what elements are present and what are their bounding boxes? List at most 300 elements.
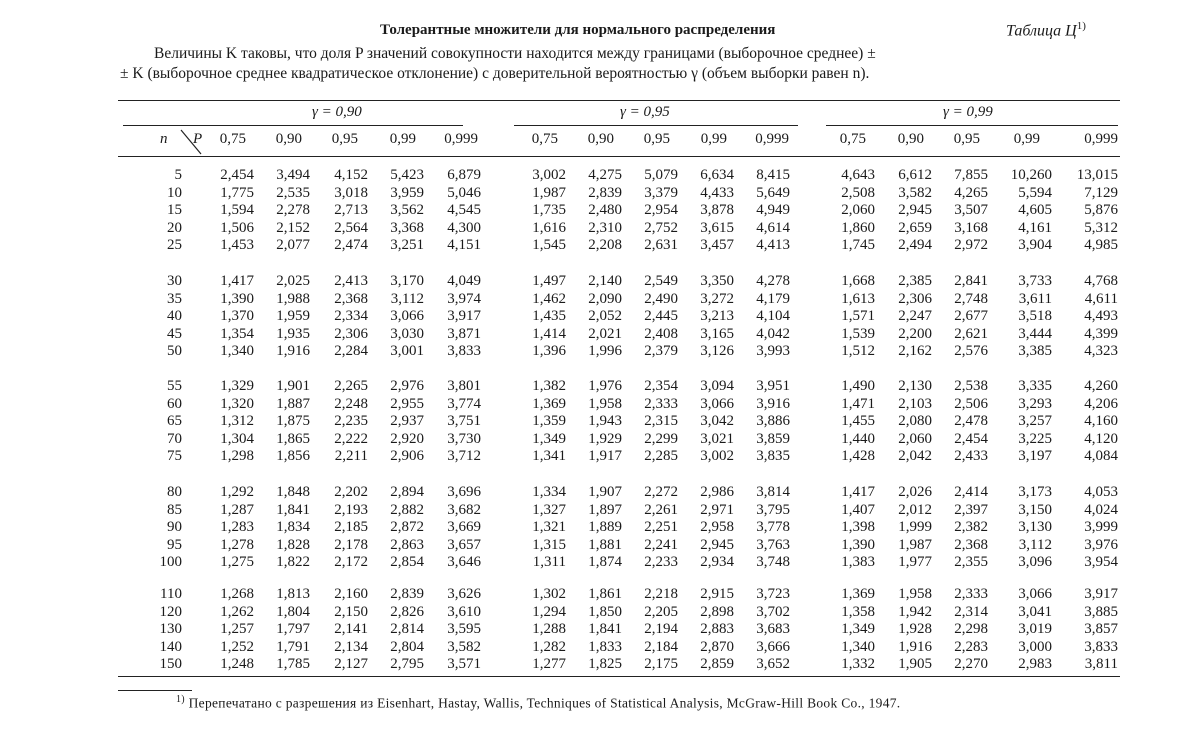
- table-cell: 3,917: [447, 308, 481, 325]
- table-cell: 2,178: [334, 536, 368, 553]
- table-cell: 1,889: [588, 519, 622, 536]
- table-cell: 1,865: [276, 430, 310, 447]
- table-cell: 5,312: [1084, 219, 1118, 236]
- table-cell: 2,241: [644, 536, 678, 553]
- table-cell: 1,797: [276, 621, 310, 638]
- row-n-40: 40: [167, 308, 182, 325]
- table-cell: 4,151: [447, 237, 481, 254]
- table-cell: 2,955: [390, 395, 424, 412]
- table-cell: 7,855: [954, 167, 988, 183]
- table-cell: 3,859: [756, 430, 790, 447]
- p-value-header-10: 0,999: [755, 131, 789, 147]
- page-title: Толерантные множители для нормального распределения: [380, 22, 776, 38]
- table-cell: 2,621: [954, 325, 988, 342]
- table-cell: 4,323: [1084, 343, 1118, 360]
- table-cell: 1,512: [841, 343, 875, 360]
- table-cell: 4,161: [1018, 219, 1052, 236]
- table-cell: 5,423: [390, 167, 424, 183]
- table-cell: 7,129: [1084, 184, 1118, 201]
- table-cell: 1,349: [532, 430, 566, 447]
- table-cell: 5,046: [447, 184, 481, 201]
- n-header: n: [160, 131, 168, 147]
- table-cell: 2,748: [954, 290, 988, 307]
- table-cell: 4,104: [756, 308, 790, 325]
- table-cell: 3,368: [390, 219, 424, 236]
- table-cell: 1,928: [898, 621, 932, 638]
- table-cell: 2,408: [644, 325, 678, 342]
- table-cell: 1,775: [220, 184, 254, 201]
- p-header: P: [193, 131, 203, 147]
- table-cell: 3,272: [700, 290, 734, 307]
- table-cell: 3,835: [756, 448, 790, 465]
- table-cell: 1,745: [841, 237, 875, 254]
- table-cell: 1,905: [898, 656, 932, 673]
- table-cell: 2,354: [644, 378, 678, 394]
- table-cell: 1,613: [841, 290, 875, 307]
- table-cell: 3,066: [700, 395, 734, 412]
- table-cell: 1,571: [841, 308, 875, 325]
- table-cell: 2,333: [954, 586, 988, 602]
- row-n-55: 55: [167, 378, 182, 394]
- table-cell: 2,235: [334, 413, 368, 430]
- table-cell: 2,202: [334, 484, 368, 500]
- table-cell: 2,160: [334, 586, 368, 602]
- table-cell: 3,168: [954, 219, 988, 236]
- table-cell: 1,977: [898, 554, 932, 571]
- table-cell: 2,265: [334, 378, 368, 394]
- table-cell: 1,958: [898, 586, 932, 602]
- table-cell: 1,785: [276, 656, 310, 673]
- table-cell: 10,260: [1010, 167, 1052, 183]
- table-cell: 3,682: [447, 501, 481, 518]
- table-cell: 1,545: [532, 237, 566, 254]
- table-cell: 3,974: [447, 290, 481, 307]
- table-cell: 3,582: [898, 184, 932, 201]
- p-value-header-6: 0,75: [531, 131, 558, 147]
- table-cell: 2,060: [898, 430, 932, 447]
- table-footnote-mark: 1): [1076, 20, 1086, 32]
- table-cell: 6,879: [447, 167, 481, 183]
- table-cell: 4,493: [1084, 308, 1118, 325]
- table-cell: 2,549: [644, 273, 678, 289]
- table-cell: 1,428: [841, 448, 875, 465]
- table-cell: 2,506: [954, 395, 988, 412]
- table-cell: 1,907: [588, 484, 622, 500]
- table-cell: 4,605: [1018, 202, 1052, 219]
- table-cell: 2,306: [334, 325, 368, 342]
- table-cell: 3,170: [390, 273, 424, 289]
- table-cell: 1,841: [276, 501, 310, 518]
- table-cell: 1,320: [220, 395, 254, 412]
- table-cell: 2,021: [588, 325, 622, 342]
- table-cell: 2,278: [276, 202, 310, 219]
- gamma-header-1: γ = 0,90: [312, 104, 362, 120]
- table-cell: 3,730: [447, 430, 481, 447]
- table-cell: 1,506: [220, 219, 254, 236]
- table-cell: 3,723: [756, 586, 790, 602]
- table-cell: 3,652: [756, 656, 790, 673]
- table-cell: 1,735: [532, 202, 566, 219]
- p-value-header-14: 0,99: [1013, 131, 1040, 147]
- table-cell: 1,881: [588, 536, 622, 553]
- table-cell: 3,763: [756, 536, 790, 553]
- table-cell: 4,399: [1084, 325, 1118, 342]
- row-n-110: 110: [160, 586, 182, 602]
- table-cell: 2,385: [898, 273, 932, 289]
- table-cell: 2,090: [588, 290, 622, 307]
- table-cell: 2,127: [334, 656, 368, 673]
- table-cell: 3,150: [1018, 501, 1052, 518]
- table-cell: 3,257: [1018, 413, 1052, 430]
- table-cell: 1,359: [532, 413, 566, 430]
- table-cell: 1,916: [276, 343, 310, 360]
- table-cell: 1,268: [220, 586, 254, 602]
- table-cell: 1,490: [841, 378, 875, 394]
- table-cell: 2,894: [390, 484, 424, 500]
- table-cell: 1,383: [841, 554, 875, 571]
- table-cell: 2,382: [954, 519, 988, 536]
- table-cell: 2,334: [334, 308, 368, 325]
- table-cell: 2,480: [588, 202, 622, 219]
- table-cell: 2,368: [334, 290, 368, 307]
- table-cell: 4,179: [756, 290, 790, 307]
- table-cell: 3,562: [390, 202, 424, 219]
- table-cell: 1,312: [220, 413, 254, 430]
- table-cell: 3,379: [644, 184, 678, 201]
- table-cell: 4,152: [334, 167, 368, 183]
- p-value-header-11: 0,75: [839, 131, 866, 147]
- table-cell: 1,302: [532, 586, 566, 602]
- table-cell: 1,539: [841, 325, 875, 342]
- table-cell: 1,292: [220, 484, 254, 500]
- table-cell: 2,958: [700, 519, 734, 536]
- table-cell: 2,945: [700, 536, 734, 553]
- table-cell: 4,985: [1084, 237, 1118, 254]
- p-value-header-3: 0,95: [331, 131, 358, 147]
- table-cell: 1,455: [841, 413, 875, 430]
- table-cell: 1,875: [276, 413, 310, 430]
- table-cell: 1,390: [841, 536, 875, 553]
- table-cell: 3,626: [447, 586, 481, 602]
- footnote-text: Перепечатано с разрешения из Eisenhart, Hastay, Wallis, Techniques of Statistical Analysis, McGraw-Hill Book Co., 1947.: [188, 695, 901, 711]
- table-cell: 2,898: [700, 603, 734, 620]
- table-cell: 1,396: [532, 343, 566, 360]
- row-n-15: 15: [167, 202, 182, 219]
- table-cell: 1,834: [276, 519, 310, 536]
- table-cell: 4,278: [756, 273, 790, 289]
- table-cell: 3,094: [700, 378, 734, 394]
- row-n-25: 25: [167, 237, 182, 254]
- table-cell: 1,958: [588, 395, 622, 412]
- table-cell: 3,595: [447, 621, 481, 638]
- table-cell: 4,024: [1084, 501, 1118, 518]
- table-cell: 2,140: [588, 273, 622, 289]
- table-cell: 3,293: [1018, 395, 1052, 412]
- table-cell: 2,414: [954, 484, 988, 500]
- table-cell: 2,299: [644, 430, 678, 447]
- table-cell: 3,251: [390, 237, 424, 254]
- table-cell: 3,795: [756, 501, 790, 518]
- table-cell: 3,811: [1084, 656, 1118, 673]
- table-cell: 4,084: [1084, 448, 1118, 465]
- table-cell: 2,490: [644, 290, 678, 307]
- table-cell: 3,814: [756, 484, 790, 500]
- p-value-header-2: 0,90: [275, 131, 302, 147]
- table-cell: 1,848: [276, 484, 310, 500]
- description-line-2: ± K (выборочное среднее квадратическое отклонение) с доверительной вероятностью γ (объем выборки равен n).: [120, 65, 870, 82]
- row-n-50: 50: [167, 343, 182, 360]
- table-cell: 1,414: [532, 325, 566, 342]
- table-cell: 2,052: [588, 308, 622, 325]
- table-cell: 2,184: [644, 638, 678, 655]
- table-cell: 1,874: [588, 554, 622, 571]
- table-cell: 3,871: [447, 325, 481, 342]
- table-cell: 2,826: [390, 603, 424, 620]
- table-cell: 3,657: [447, 536, 481, 553]
- table-cell: 2,333: [644, 395, 678, 412]
- table-cell: 1,959: [276, 308, 310, 325]
- table-cell: 3,733: [1018, 273, 1052, 289]
- table-cell: 2,152: [276, 219, 310, 236]
- table-cell: 3,748: [756, 554, 790, 571]
- table-cell: 4,042: [756, 325, 790, 342]
- table-cell: 1,321: [532, 519, 566, 536]
- table-cell: 1,813: [276, 586, 310, 602]
- table-cell: 1,929: [588, 430, 622, 447]
- table-cell: 1,341: [532, 448, 566, 465]
- table-cell: 2,906: [390, 448, 424, 465]
- table-cell: 1,987: [532, 184, 566, 201]
- table-cell: 1,417: [220, 273, 254, 289]
- table-cell: 2,185: [334, 519, 368, 536]
- table-cell: 2,508: [841, 184, 875, 201]
- table-cell: 2,284: [334, 343, 368, 360]
- table-cell: 1,283: [220, 519, 254, 536]
- table-cell: 2,841: [954, 273, 988, 289]
- table-cell: 2,920: [390, 430, 424, 447]
- row-n-75: 75: [167, 448, 182, 465]
- table-cell: 3,041: [1018, 603, 1052, 620]
- table-cell: 2,222: [334, 430, 368, 447]
- row-n-5: 5: [174, 167, 182, 183]
- table-bottom-rule: [118, 676, 1120, 677]
- table-cell: 4,300: [447, 219, 481, 236]
- table-cell: 1,278: [220, 536, 254, 553]
- table-cell: 3,712: [447, 448, 481, 465]
- row-n-70: 70: [167, 430, 182, 447]
- p-value-header-13: 0,95: [953, 131, 980, 147]
- table-cell: 3,885: [1084, 603, 1118, 620]
- table-cell: 1,943: [588, 413, 622, 430]
- row-n-150: 150: [159, 656, 182, 673]
- table-cell: 2,368: [954, 536, 988, 553]
- table-cell: 2,795: [390, 656, 424, 673]
- table-cell: 3,112: [390, 290, 424, 307]
- row-n-90: 90: [167, 519, 182, 536]
- table-cell: 2,251: [644, 519, 678, 536]
- table-cell: 3,683: [756, 621, 790, 638]
- table-cell: 3,615: [700, 219, 734, 236]
- table-cell: 1,897: [588, 501, 622, 518]
- description: [120, 44, 1110, 84]
- table-cell: 2,310: [588, 219, 622, 236]
- table-cell: 1,340: [220, 343, 254, 360]
- table-cell: 3,444: [1018, 325, 1052, 342]
- table-cell: 4,949: [756, 202, 790, 219]
- table-cell: 1,390: [220, 290, 254, 307]
- table-cell: 1,282: [532, 638, 566, 655]
- table-cell: 2,261: [644, 501, 678, 518]
- table-cell: 2,872: [390, 519, 424, 536]
- table-cell: 1,340: [841, 638, 875, 655]
- table-cell: 13,015: [1076, 167, 1118, 183]
- table-cell: 3,165: [700, 325, 734, 342]
- p-value-header-12: 0,90: [897, 131, 924, 147]
- table-cell: 3,042: [700, 413, 734, 430]
- table-cell: 2,194: [644, 621, 678, 638]
- table-cell: 4,614: [756, 219, 790, 236]
- table-cell: 2,025: [276, 273, 310, 289]
- row-n-140: 140: [159, 638, 182, 655]
- table-cell: 1,856: [276, 448, 310, 465]
- table-cell: 3,112: [1018, 536, 1052, 553]
- table-cell: 1,398: [841, 519, 875, 536]
- table-cell: 4,160: [1084, 413, 1118, 430]
- table-cell: 3,904: [1018, 237, 1052, 254]
- table-cell: 1,354: [220, 325, 254, 342]
- table-cell: 4,413: [756, 237, 790, 254]
- table-cell: 1,917: [588, 448, 622, 465]
- table-cell: 1,825: [588, 656, 622, 673]
- table-cell: 1,262: [220, 603, 254, 620]
- table-cell: 2,854: [390, 554, 424, 571]
- gamma-header-3: γ = 0,99: [943, 104, 993, 120]
- table-cell: 2,433: [954, 448, 988, 465]
- table-cell: 3,916: [756, 395, 790, 412]
- group-rule-1: [123, 125, 463, 126]
- table-cell: 2,882: [390, 501, 424, 518]
- table-cell: 1,668: [841, 273, 875, 289]
- table-cell: 2,564: [334, 219, 368, 236]
- p-value-header-15: 0,999: [1084, 131, 1118, 147]
- table-cell: 3,778: [756, 519, 790, 536]
- table-cell: 5,876: [1084, 202, 1118, 219]
- table-cell: 2,379: [644, 343, 678, 360]
- table-cell: 2,208: [588, 237, 622, 254]
- gamma-header-2: γ = 0,95: [620, 104, 670, 120]
- table-cell: 1,860: [841, 219, 875, 236]
- table-cell: 2,752: [644, 219, 678, 236]
- table-cell: 1,462: [532, 290, 566, 307]
- table-cell: 1,999: [898, 519, 932, 536]
- table-cell: 2,272: [644, 484, 678, 500]
- table-cell: 2,538: [954, 378, 988, 394]
- table-cell: 2,976: [390, 378, 424, 394]
- table-top-rule: [118, 100, 1120, 101]
- table-cell: 2,986: [700, 484, 734, 500]
- table-cell: 3,066: [390, 308, 424, 325]
- table-cell: 2,218: [644, 586, 678, 602]
- row-n-120: 120: [159, 603, 182, 620]
- table-cell: 2,983: [1018, 656, 1052, 673]
- table-cell: 2,863: [390, 536, 424, 553]
- table-cell: 3,001: [390, 343, 424, 360]
- table-cell: 2,445: [644, 308, 678, 325]
- table-cell: 3,959: [390, 184, 424, 201]
- table-cell: 2,042: [898, 448, 932, 465]
- table-cell: 1,358: [841, 603, 875, 620]
- table-cell: 2,270: [954, 656, 988, 673]
- p-value-header-5: 0,999: [444, 131, 478, 147]
- row-n-95: 95: [167, 536, 182, 553]
- table-cell: 3,610: [447, 603, 481, 620]
- table-cell: 1,828: [276, 536, 310, 553]
- table-cell: 1,369: [841, 586, 875, 602]
- table-cell: 1,332: [841, 656, 875, 673]
- table-cell: 2,883: [700, 621, 734, 638]
- table-cell: 1,996: [588, 343, 622, 360]
- table-cell: 2,026: [898, 484, 932, 500]
- table-cell: 3,702: [756, 603, 790, 620]
- table-cell: 2,285: [644, 448, 678, 465]
- table-cell: 3,951: [756, 378, 790, 394]
- table-cell: 1,822: [276, 554, 310, 571]
- table-cell: 2,298: [954, 621, 988, 638]
- row-n-35: 35: [167, 290, 182, 307]
- table-cell: 3,976: [1084, 536, 1118, 553]
- table-cell: 2,659: [898, 219, 932, 236]
- table-cell: 2,454: [220, 167, 254, 183]
- row-n-45: 45: [167, 325, 182, 342]
- table-cell: 1,252: [220, 638, 254, 655]
- table-cell: 2,172: [334, 554, 368, 571]
- p-value-header-1: 0,75: [219, 131, 246, 147]
- table-cell: 3,999: [1084, 519, 1118, 536]
- table-cell: 1,942: [898, 603, 932, 620]
- table-cell: 3,335: [1018, 378, 1052, 394]
- table-cell: 1,298: [220, 448, 254, 465]
- table-cell: 1,382: [532, 378, 566, 394]
- table-cell: 1,334: [532, 484, 566, 500]
- table-cell: 2,915: [700, 586, 734, 602]
- table-cell: 3,197: [1018, 448, 1052, 465]
- table-cell: 1,471: [841, 395, 875, 412]
- table-cell: 1,435: [532, 308, 566, 325]
- table-cell: 2,677: [954, 308, 988, 325]
- footnote-rule: [118, 690, 192, 691]
- table-cell: 2,306: [898, 290, 932, 307]
- row-n-130: 130: [159, 621, 182, 638]
- table-cell: 1,294: [532, 603, 566, 620]
- table-cell: 1,311: [532, 554, 566, 571]
- table-cell: 3,457: [700, 237, 734, 254]
- table-cell: 4,053: [1084, 484, 1118, 500]
- table-cell: 1,304: [220, 430, 254, 447]
- table-cell: 1,349: [841, 621, 875, 638]
- table-cell: 3,611: [1018, 290, 1052, 307]
- table-cell: 1,417: [841, 484, 875, 500]
- table-cell: 3,385: [1018, 343, 1052, 360]
- table-cell: 1,288: [532, 621, 566, 638]
- row-n-85: 85: [167, 501, 182, 518]
- table-cell: 1,887: [276, 395, 310, 412]
- table-cell: 2,839: [390, 586, 424, 602]
- table-cell: 3,774: [447, 395, 481, 412]
- p-value-header-7: 0,90: [587, 131, 614, 147]
- table-cell: 4,433: [700, 184, 734, 201]
- table-cell: 1,453: [220, 237, 254, 254]
- table-cell: 3,126: [700, 343, 734, 360]
